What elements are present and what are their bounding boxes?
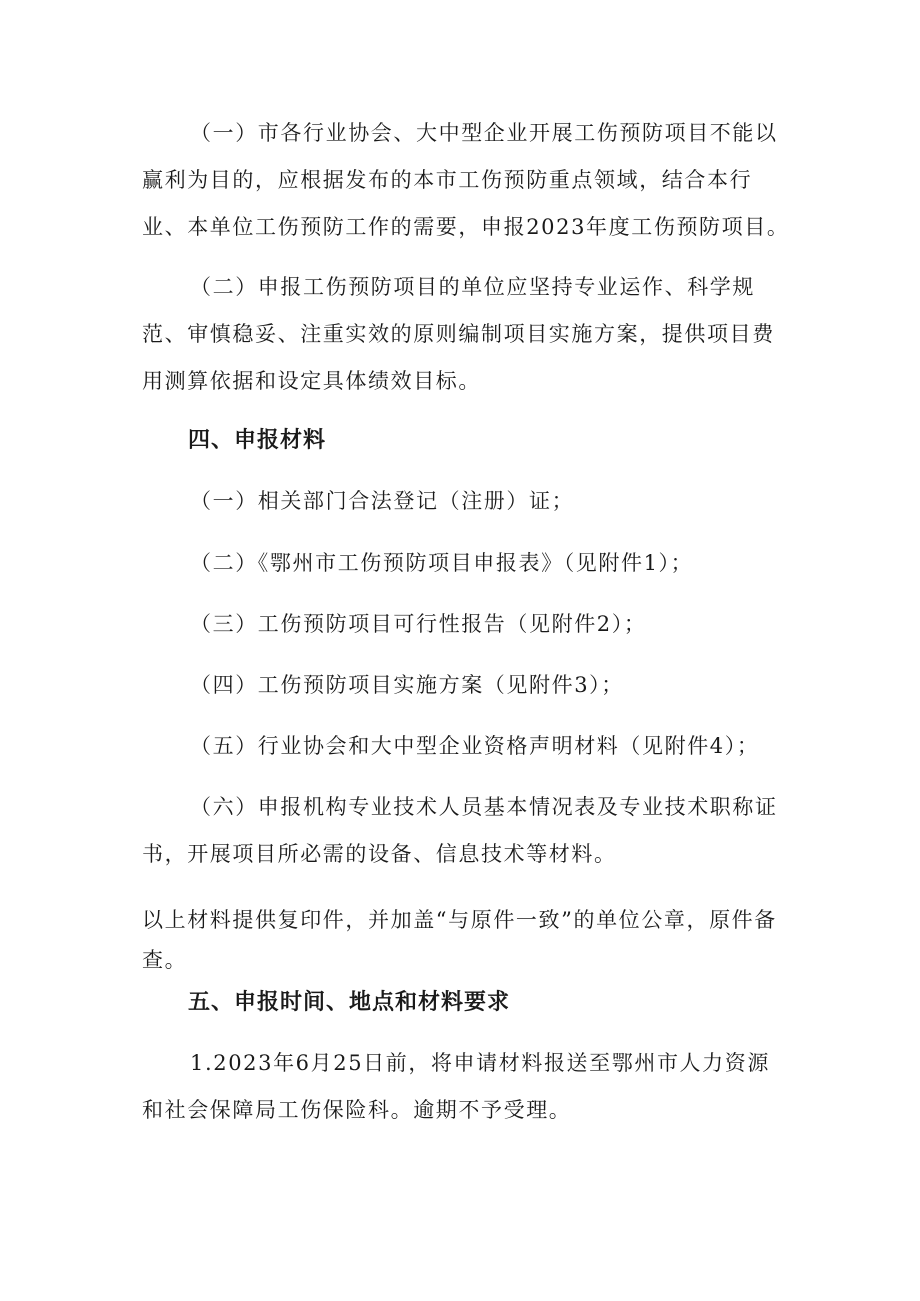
section4-heading: 四、申报材料 — [188, 428, 327, 453]
material-item-6-text: （六）申报机构专业技术人员基本情况表及专业技术职称证书，开展项目所必需的设备、信息技术等材料。 — [142, 795, 778, 866]
section3-paragraph-2 — [142, 264, 792, 405]
section5-heading: 五、申报时间、地点和材料要求 — [188, 990, 511, 1015]
material-item-3: （三）工伤预防项目可行性报告（见附件2）； — [190, 612, 647, 636]
materials-note-text: 以上材料提供复印件，并加盖“与原件一致”的单位公章，原件备查。 — [142, 908, 777, 972]
material-item-4: （四）工伤预防项目实施方案（见附件3）； — [190, 673, 624, 697]
material-item-2: （二）《鄂州市工伤预防项目申报表》（见附件1）； — [190, 551, 694, 575]
material-item-1: （一）相关部门合法登记（注册）证； — [190, 489, 575, 513]
section3-paragraph-2-text: （二）申报工伤预防项目的单位应坚持专业运作、科学规范、审慎稳妥、注重实效的原则编制项目实施方案，提供项目费用测算依据和设定具体绩效目标。 — [142, 275, 775, 393]
section3-paragraph-1-text: （一）市各行业协会、大中型企业开展工伤预防项目不能以赢利为目的，应根据发布的本市工伤预防重点领域，结合本行业、本单位工伤预防工作的需要，申报2023年度工伤预防项目。 — [142, 121, 790, 239]
materials-note — [142, 900, 792, 980]
section5-paragraph-1 — [142, 1040, 792, 1134]
material-item-5: （五）行业协会和大中型企业资格声明材料（见附件4）； — [190, 734, 760, 758]
material-item-6 — [142, 784, 792, 878]
section5-paragraph-1-text: 1.2023年6月25日前，将申请材料报送至鄂州市人力资源和社会保障局工伤保险科。逾期不予受理。 — [142, 1051, 770, 1122]
section3-paragraph-1 — [142, 110, 792, 251]
